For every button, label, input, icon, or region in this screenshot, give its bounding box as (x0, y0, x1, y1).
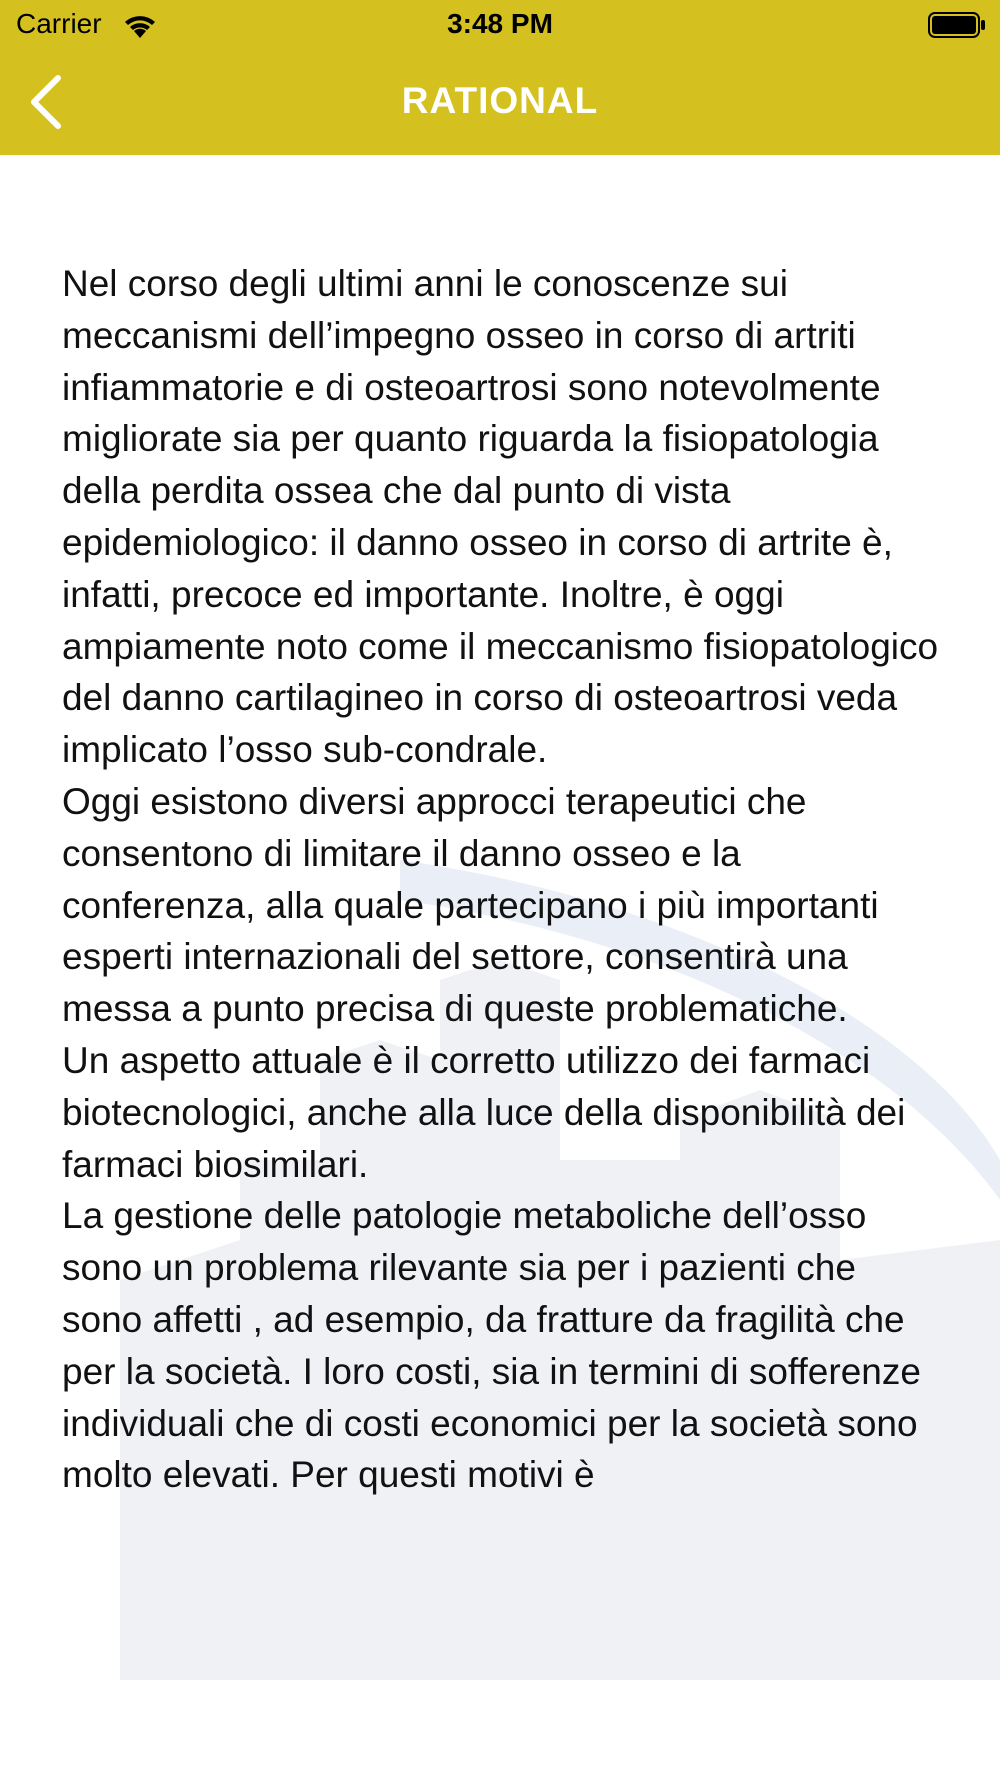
paragraph-1: Nel corso degli ultimi anni le conoscenze sui meccanismi dell’impegno osseo in corso di artriti infiammatorie e di osteoartrosi sono notevolmente migliorate sia per quanto riguarda la fisiopatologia della perdita ossea che dal punto di vista epidemiologico: il danno osseo in corso di artrite è, infatti, precoce ed importante. Inoltre, è oggi ampiamente noto come il meccanismo fisiopatologico del danno cartilagineo in corso di osteoartrosi veda implicato l’osso sub-condrale. (62, 263, 939, 771)
page-title: RATIONAL (401, 80, 599, 121)
carrier-label: Carrier (16, 8, 102, 39)
status-bar (0, 0, 1000, 50)
battery-icon (928, 11, 986, 39)
paragraph-4: La gestione delle patologie metaboliche dell’osso sono un problema rilevante sia per i pazienti che sono affetti , ad esempio, da fratture da fragilità che per la società. I loro costi, sia in termini di sofferenze individuali che di costi economici per la società sono molto elevati. Per questi motivi è (62, 1195, 921, 1496)
paragraph-2: Oggi esistono diversi approcci terapeutici che consentono di limitare il danno osseo e la conferenza, alla quale partecipano i più importanti esperti internazionali del settore, consentirà una messa a punto precisa di queste problematiche. (62, 780, 879, 1030)
rational-text-content (62, 258, 942, 1698)
navigation-bar (0, 0, 1000, 155)
clock-time: 3:48 PM (447, 8, 553, 39)
paragraph-3: Un aspetto attuale è il corretto utilizzo dei farmaci biotecnologici, anche alla luce della disponibilità dei farmaci biosimilari. (62, 1039, 906, 1185)
